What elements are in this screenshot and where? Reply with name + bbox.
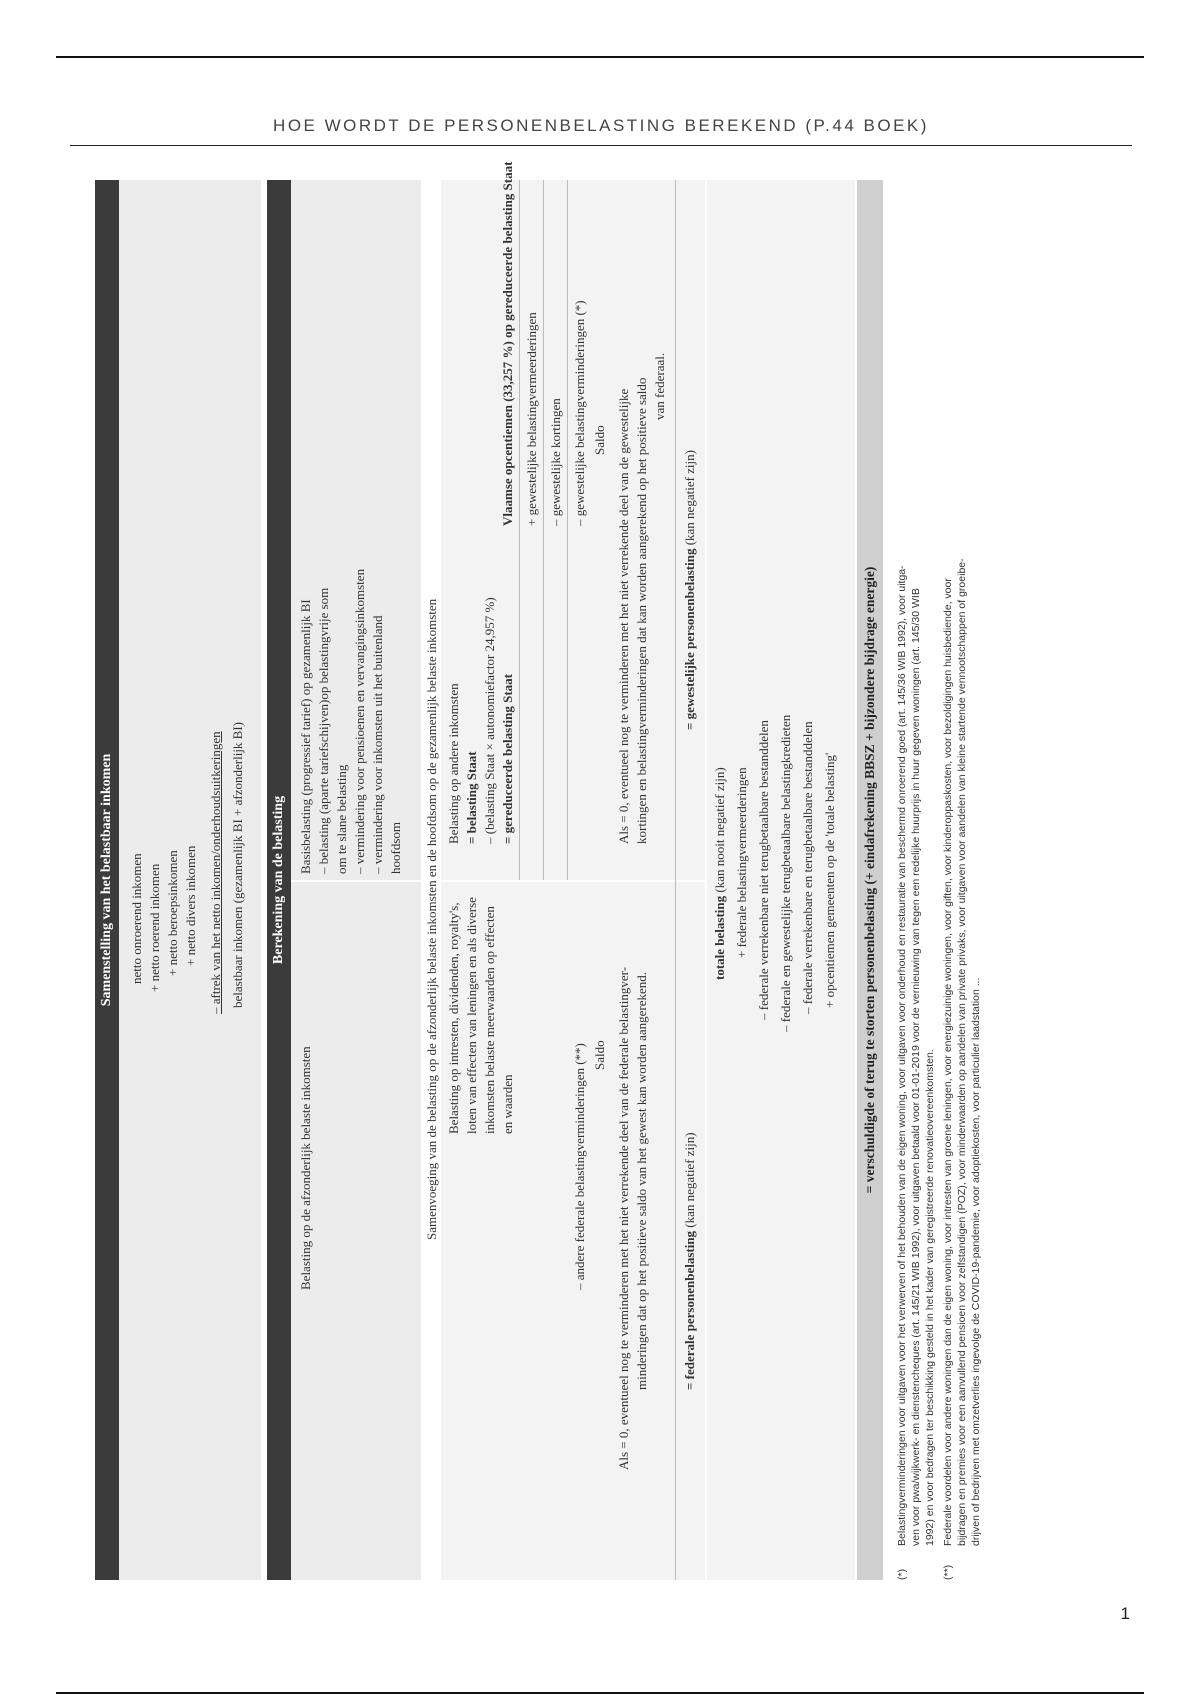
- regional-saldo: Saldo: [592, 425, 607, 455]
- federal-saldo: Saldo: [592, 1040, 607, 1070]
- footnote-2-line-2: bijdragen en premies voor een aanvullend pensioen voor zelfstandigen (POZ), voor minderwaarden op aandelen van private privaks, voor uitgaven voor aandelen van kleine startende vennootschappen of groeibe-: [956, 558, 968, 1546]
- footnote-1-line-3: 1992) en voor bedragen ter beschikking gesteld in het kader van geregistreerde renovatieovereenkomsten.: [924, 1049, 936, 1546]
- footnote-2-line-1: Federale voordelen voor andere woningen dan de eigen woning, voor intresten van groene leningen, voor energiezuinige woningen, voor giften, voor kinderoppaskosten, voor bezoldigingen huisbediende, voor: [942, 578, 954, 1546]
- federale-personenbelasting: [681, 1132, 698, 1390]
- footnote-2-line-3: drijven of bedrijven met omzetverlies ingevolge de COVID-19-pandemie, voor adoptiekosten, voor particulier laadstation ...: [970, 977, 982, 1546]
- gezamenlijk-line-2: – belasting (aparte tariefschijven)op belastingvrije som: [316, 587, 331, 874]
- samenstelling-header: Samenstelling van het belastbaar inkomen: [95, 180, 119, 1580]
- kortingen-divider: [567, 180, 568, 880]
- vermeerderingen-divider: [543, 180, 544, 880]
- rotated-tax-table: [95, 161, 1045, 1580]
- totale-belasting: [711, 767, 728, 980]
- gewestelijke-kortingen: – gewestelijke kortingen: [548, 398, 563, 526]
- gezamenlijk-line-4: – vermindering voor pensioenen en vervangingsinkomsten: [352, 568, 367, 874]
- federale-personenbelasting-label: = federale personenbelasting: [682, 1230, 697, 1390]
- federal-als-line-1: Als = 0, eventueel nog te verminderen met het niet verrekende deel van de federale belastingver-: [616, 966, 631, 1470]
- federal-als-line-2: minderingen dat op het positieve saldo van het gewest kan worden aangerekend.: [634, 971, 649, 1390]
- samenstelling-line-1: netto onroerend inkomen: [129, 853, 144, 984]
- final-result: = verschuldigde of terug te storten personenbelasting (+ eindafrekening BBSZ + bijzondere bijdrage energie): [857, 180, 883, 1580]
- samenstelling-line-6: belastbaar inkomen (gezamenlijk BI + afzonderlijk BI): [230, 721, 245, 1008]
- gewestelijke-verminderingen: – gewestelijke belastingverminderingen (*): [572, 300, 587, 526]
- opcentiemen-gemeenten: + opcentiemen gemeenten op de 'totale belasting': [822, 752, 837, 1008]
- gezamenlijk-line-1: Basisbelasting (progressief tarief) op gezamenlijk BI: [298, 599, 313, 874]
- gereduceerde-belasting: = gereduceerde belasting Staat: [500, 673, 515, 844]
- top-rule: [56, 56, 1144, 58]
- berekening-header: Berekening van de belasting: [267, 180, 291, 1580]
- federale-vermeerderingen: + federale belastingvermeerderingen: [734, 767, 749, 958]
- autonomiefactor: – (belasting Staat × autonomiefactor 24,957 %): [482, 597, 497, 844]
- regional-als-line-1: Als = 0, eventueel nog te verminderen met het niet verrekende deel van de gewestelijke: [616, 388, 631, 844]
- samenstelling-line-5: – aftrek van het netto inkomen/onderhoudsuitkeringen: [208, 731, 223, 1014]
- samenvoeging-text: Samenvoeging van de belasting op de afzonderlijk belaste inkomsten en de hoofdsom op de gezamenlijk belaste inkomsten: [424, 598, 439, 1240]
- afzonderlijk-title: Belasting op de afzonderlijk belaste inkomsten: [298, 1046, 313, 1290]
- samenstelling-line-2: + netto roerend inkomen: [147, 863, 162, 992]
- belastingkredieten: – federale en gewestelijke terugbetaalbare belastingkredieten: [778, 714, 793, 1032]
- title-rule: [70, 145, 1132, 146]
- gezamenlijk-line-5: – vermindering voor inkomsten uit het buitenland: [370, 615, 385, 874]
- footnote-1-line-1: Belastingverminderingen voor uitgaven voor het verwerven of het behouden van de eigen woning, voor uitgaven voor onderhoud en restauratie van beschermd onroerend goed (art. 145/36 WIB 1992), voor uitga-: [896, 565, 908, 1546]
- footnote-2-mark: (**): [942, 1564, 954, 1580]
- page-title: HOE WORDT DE PERSONENBELASTING BEREKEND (P.44 BOEK): [273, 116, 929, 135]
- gewestelijke-personenbelasting-label: = gewestelijke personenbelasting: [682, 548, 697, 730]
- andere-federale-verminderingen: – andere federale belastingverminderingen (**): [572, 1043, 587, 1290]
- samenstelling-line-3: + netto beroepsinkomen: [165, 850, 180, 976]
- gewestelijke-vermeerderingen: + gewestelijke belastingvermeerderingen: [524, 312, 539, 526]
- footnote-1-line-2: ven voor pwa/wijkwerk- en dienstencheques (art. 145/21 WIB 1992), voor uitgaven betaald voor 01-01-2019 voor de vernieuwing van tegen een redelijke huurprijs in huur gegeven woningen (art. 145/30 WIB: [910, 588, 922, 1546]
- samenstelling-line-4: + netto divers inkomen: [183, 845, 198, 966]
- afzonderlijk-line-2: loten van effecten van leningen en als diverse: [464, 897, 479, 1134]
- gezamenlijk-line-3: om te slane belasting: [334, 764, 349, 874]
- bottom-rule: [56, 1692, 1144, 1694]
- regional-als-line-3: van federaal.: [652, 352, 667, 420]
- footnote-1-mark: (*): [896, 1568, 908, 1580]
- andere-inkomsten-line-1: Belasting op andere inkomsten: [446, 683, 461, 844]
- belasting-staat: = belasting Staat: [464, 751, 479, 844]
- afzonderlijk-line-1: Belasting op intresten, dividenden, royalty's,: [446, 902, 461, 1134]
- federale-niet-terugbetaalbare: – federale verrekenbare niet terugbetaalbare bestanddelen: [756, 720, 771, 1020]
- federale-negatief-note: (kan negatief zijn): [682, 1132, 697, 1228]
- gewestelijke-personenbelasting: [681, 450, 698, 730]
- regional-als-line-2: kortingen en belastingverminderingen dat kan worden aangerekend op het positieve saldo: [634, 377, 649, 844]
- page-number: 1: [1120, 1604, 1130, 1623]
- totale-belasting-note: (kan nooit negatief zijn): [712, 767, 727, 893]
- vlaamse-opcentiemen: Vlaamse opcentiemen (33,257 %) op gereduceerde belasting Staat: [500, 161, 515, 526]
- gewestelijke-negatief-note: (kan negatief zijn): [682, 450, 697, 546]
- totale-belasting-label: totale belasting: [712, 895, 727, 980]
- personenbelasting-divider: [675, 180, 676, 1580]
- afzonderlijk-line-3: inkomsten belaste meerwaarden op effecten: [482, 906, 497, 1134]
- afzonderlijk-line-4: en waarden: [500, 1074, 515, 1134]
- gezamenlijk-line-6: hoofdsom: [388, 822, 403, 874]
- federale-terugbetaalbare: – federale verrekenbare en terugbetaalbare bestanddelen: [800, 721, 815, 1014]
- vlaamse-divider: [519, 180, 520, 880]
